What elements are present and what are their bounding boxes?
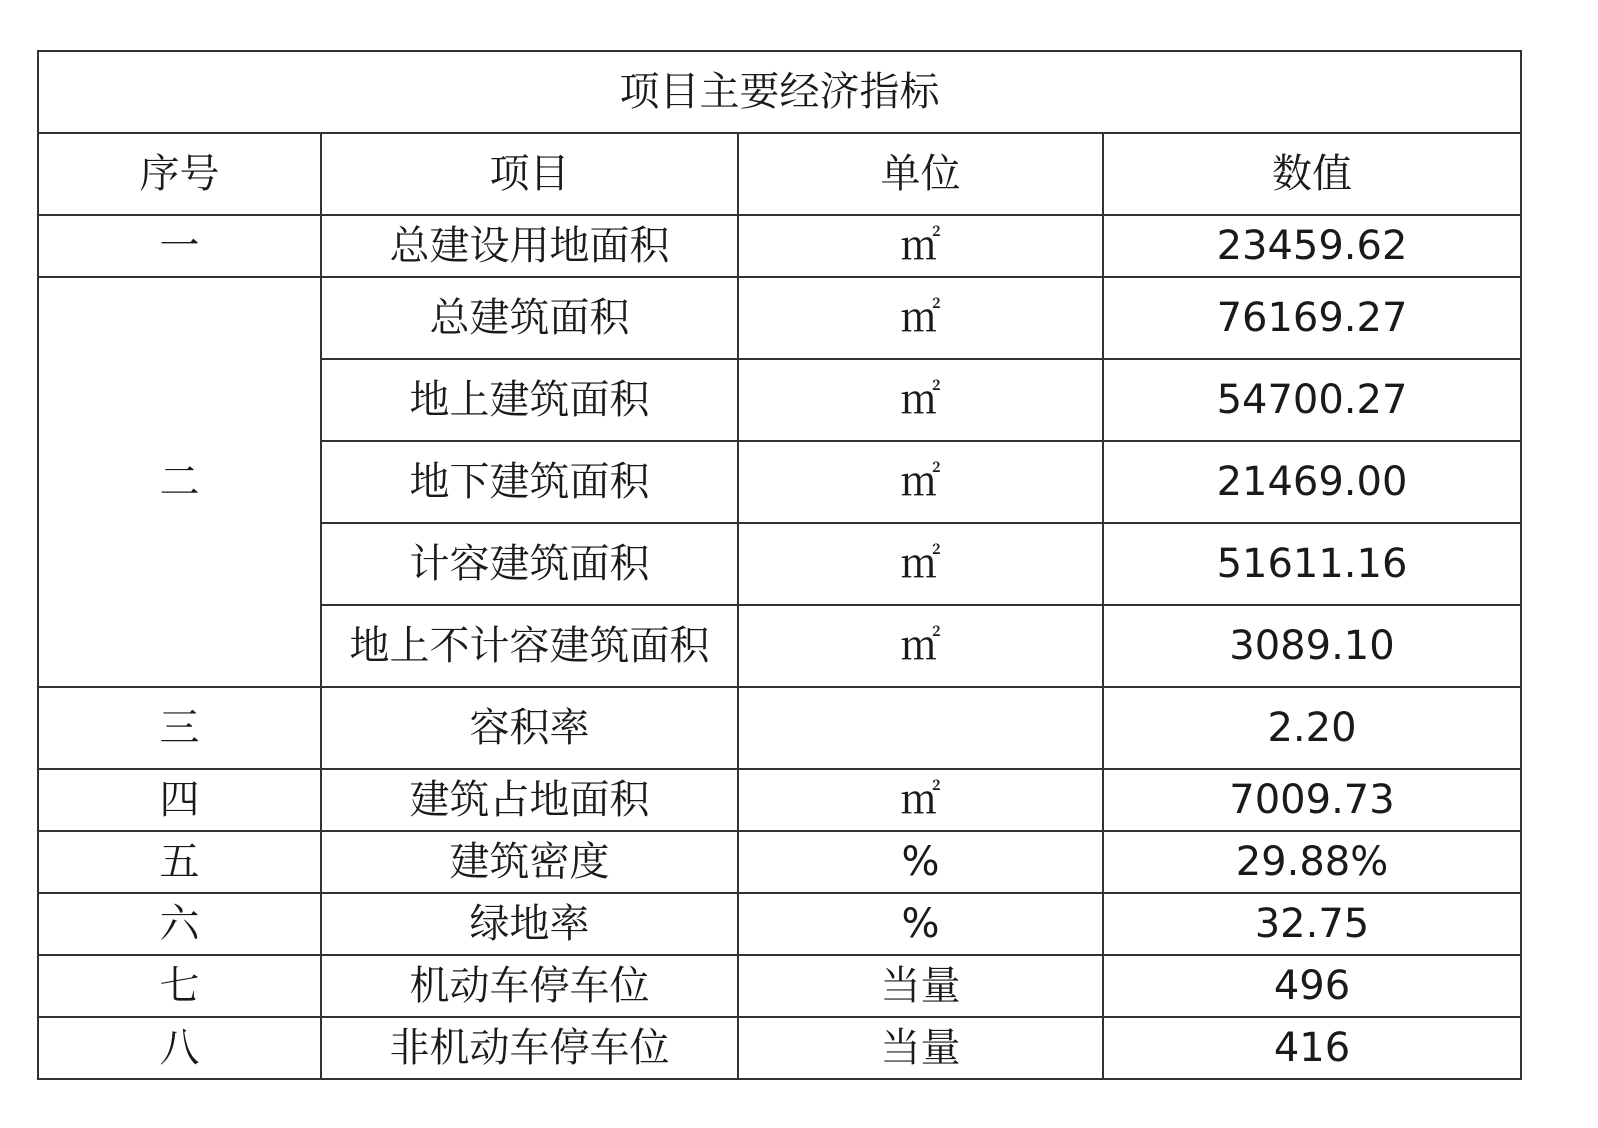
cell-unit: ㎡ xyxy=(738,605,1103,687)
cell-seq: 六 xyxy=(38,893,321,955)
cell-unit: ㎡ xyxy=(738,215,1103,277)
table-row xyxy=(38,769,1521,831)
cell-unit: ㎡ xyxy=(738,441,1103,523)
cell-unit: 当量 xyxy=(738,955,1103,1017)
cell-seq: 五 xyxy=(38,831,321,893)
cell-value: 76169.27 xyxy=(1103,277,1521,359)
table-row xyxy=(38,215,1521,277)
header-seq: 序号 xyxy=(38,133,321,215)
cell-item: 容积率 xyxy=(321,687,738,769)
header-item: 项目 xyxy=(321,133,738,215)
cell-value: 54700.27 xyxy=(1103,359,1521,441)
cell-item: 机动车停车位 xyxy=(321,955,738,1017)
table-row xyxy=(38,687,1521,769)
cell-unit: ㎡ xyxy=(738,277,1103,359)
header-value: 数值 xyxy=(1103,133,1521,215)
table-row xyxy=(38,955,1521,1017)
cell-value: 3089.10 xyxy=(1103,605,1521,687)
cell-seq: 一 xyxy=(38,215,321,277)
cell-item: 计容建筑面积 xyxy=(321,523,738,605)
cell-value: 7009.73 xyxy=(1103,769,1521,831)
cell-seq: 三 xyxy=(38,687,321,769)
cell-unit: ㎡ xyxy=(738,359,1103,441)
table-row xyxy=(38,831,1521,893)
cell-item: 总建设用地面积 xyxy=(321,215,738,277)
cell-seq: 四 xyxy=(38,769,321,831)
cell-unit: ㎡ xyxy=(738,523,1103,605)
table-row xyxy=(38,277,1521,359)
cell-unit: % xyxy=(738,893,1103,955)
cell-value: 32.75 xyxy=(1103,893,1521,955)
cell-value: 2.20 xyxy=(1103,687,1521,769)
header-row xyxy=(38,133,1521,215)
cell-seq: 八 xyxy=(38,1017,321,1079)
cell-item: 总建筑面积 xyxy=(321,277,738,359)
cell-value: 416 xyxy=(1103,1017,1521,1079)
cell-item: 绿地率 xyxy=(321,893,738,955)
cell-value: 29.88% xyxy=(1103,831,1521,893)
economic-indicators-table xyxy=(37,50,1522,1080)
cell-value: 23459.62 xyxy=(1103,215,1521,277)
table-row xyxy=(38,893,1521,955)
cell-value: 496 xyxy=(1103,955,1521,1017)
header-unit: 单位 xyxy=(738,133,1103,215)
cell-item: 建筑密度 xyxy=(321,831,738,893)
cell-item: 非机动车停车位 xyxy=(321,1017,738,1079)
cell-seq: 二 xyxy=(38,277,321,687)
cell-value: 51611.16 xyxy=(1103,523,1521,605)
cell-unit: ㎡ xyxy=(738,769,1103,831)
cell-seq: 七 xyxy=(38,955,321,1017)
cell-unit: % xyxy=(738,831,1103,893)
cell-item: 地下建筑面积 xyxy=(321,441,738,523)
cell-item: 地上建筑面积 xyxy=(321,359,738,441)
table-title: 项目主要经济指标 xyxy=(38,51,1521,133)
cell-unit xyxy=(738,687,1103,769)
cell-value: 21469.00 xyxy=(1103,441,1521,523)
table-row xyxy=(38,1017,1521,1079)
cell-item: 地上不计容建筑面积 xyxy=(321,605,738,687)
cell-item: 建筑占地面积 xyxy=(321,769,738,831)
cell-unit: 当量 xyxy=(738,1017,1103,1079)
